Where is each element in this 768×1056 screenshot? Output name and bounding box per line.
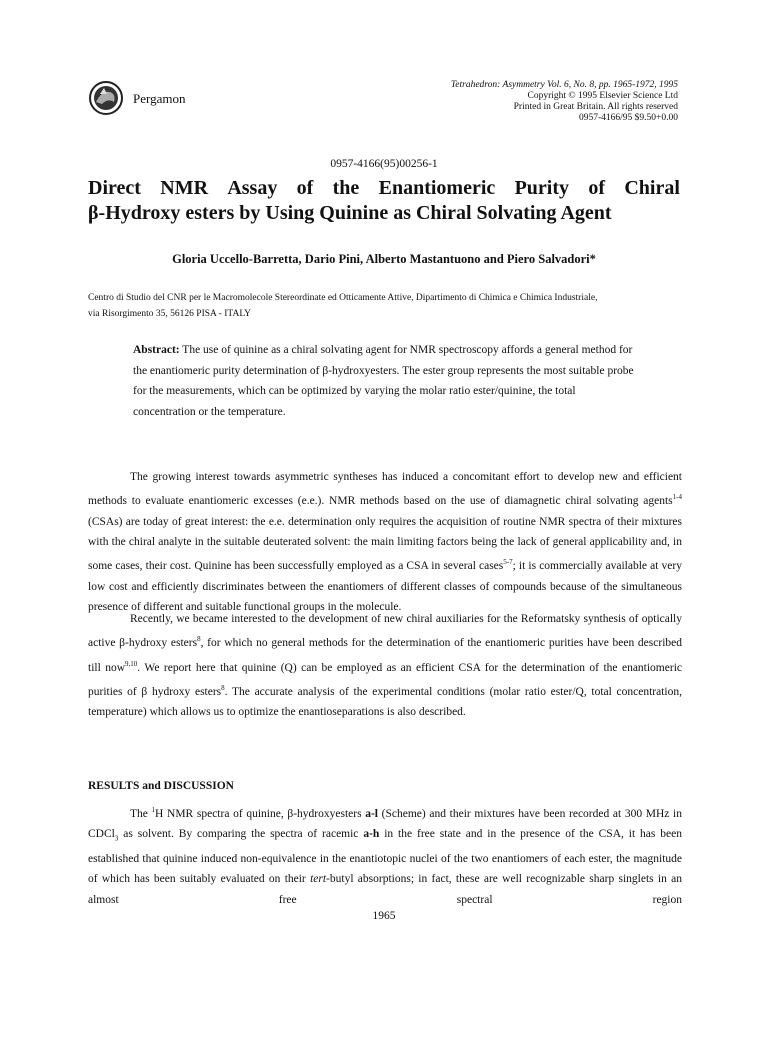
price-line: 0957-4166/95 $9.50+0.00 [578, 113, 678, 123]
title-line-2: β-Hydroxy esters by Using Quinine as Chiral Solvating Agent [88, 202, 612, 224]
affiliation: Centro di Studio del CNR per le Macromolecole Stereordinate ed Otticamente Attive, Dipartimento di Chimica e Chimica Industriale, via Risorgimento 35, 56126 PISA - ITALY [88, 293, 598, 319]
journal-citation: Tetrahedron: Asymmetry Vol. 6, No. 8, pp. 1965-1972, 1995 [450, 80, 678, 90]
printed-line: Printed in Great Britain. All rights reserved [513, 102, 678, 112]
abstract-text: The use of quinine as a chiral solvating agent for NMR spectroscopy affords a general method for the enantiomeric purity determination of β-hydroxyesters. The ester group represents the most suitable probe for the measurements, which can be optimized by varying the molar ratio ester/quinine, the total concentration or the temperature. [133, 344, 634, 418]
doi: 0957-4166(95)00256-1 [330, 158, 438, 170]
publisher-name: Pergamon [133, 91, 186, 106]
abstract [133, 340, 635, 422]
authors: Gloria Uccello-Barretta, Dario Pini, Alberto Mastantuono and Piero Salvadori* [172, 252, 596, 266]
paragraph-3: The $^1$H NMR spectra of quinine, β-hydroxyesters a-l (Scheme) and their mixtures have been recorded at 300 MHz in CDCl$_3$ as solvent. By comparing the spectra of racemic a-h in the free state and in the presence of the CSA, it has been established that quinine induced non-equivalence in the enantiotopic nuclei of the two enantiomers of each ester, the magnitude of which has been suitably evaluated on their tert-butyl absorptions; in fact, these are well recognizable sharp singlets in an almost free spectral region [88, 806, 683, 906]
paragraph-1: The growing interest towards asymmetric syntheses has induced a concomitant effort to develop new and efficient methods to evaluate enantiomeric excesses (e.e.). NMR methods based on the use of diamagnetic chiral solvating agents$^{1-4}$ (CSAs) are today of great interest: the e.e. determination only requires the acquisition of routine NMR spectra of their mixtures with the chiral analyte in the suitable deuterated solvent: the main limiting factors being the lack of general applicability and, in some cases, their cost. Quinine has been successfully employed as a CSA in several cases$^{5-7}$; it is commercially available at very low cost and efficiently discriminates between the enantiomers of different classes of compounds because of the simultaneous presence of different and suitable functional groups in the molecule. [88, 471, 682, 614]
title-line-1: Direct NMR Assay of the Enantiomeric Purity of Chiral [88, 177, 680, 199]
page-number: 1965 [372, 910, 396, 922]
copyright-line: Copyright © 1995 Elsevier Science Ltd [527, 91, 678, 101]
abstract-label: Abstract: [133, 344, 180, 356]
article-title [88, 176, 680, 226]
section-heading: RESULTS and DISCUSSION [88, 780, 234, 792]
journal-info [378, 80, 678, 124]
publisher-logo [88, 80, 124, 116]
paragraph-2: Recently, we became interested to the development of new chiral auxiliaries for the Reformatsky synthesis of optically active β-hydroxy esters$^8$, for which no general methods for the determination of the enantiomeric purities have been described till now$^{9,10}$. We report here that quinine (Q) can be employed as an efficient CSA for the determination of the enantiomeric purities of β hydroxy esters$^8$. The accurate analysis of the experimental conditions (molar ratio ester/Q, total concentration, temperature) which allows us to optimize the enantioseparations is also described. [88, 613, 682, 719]
